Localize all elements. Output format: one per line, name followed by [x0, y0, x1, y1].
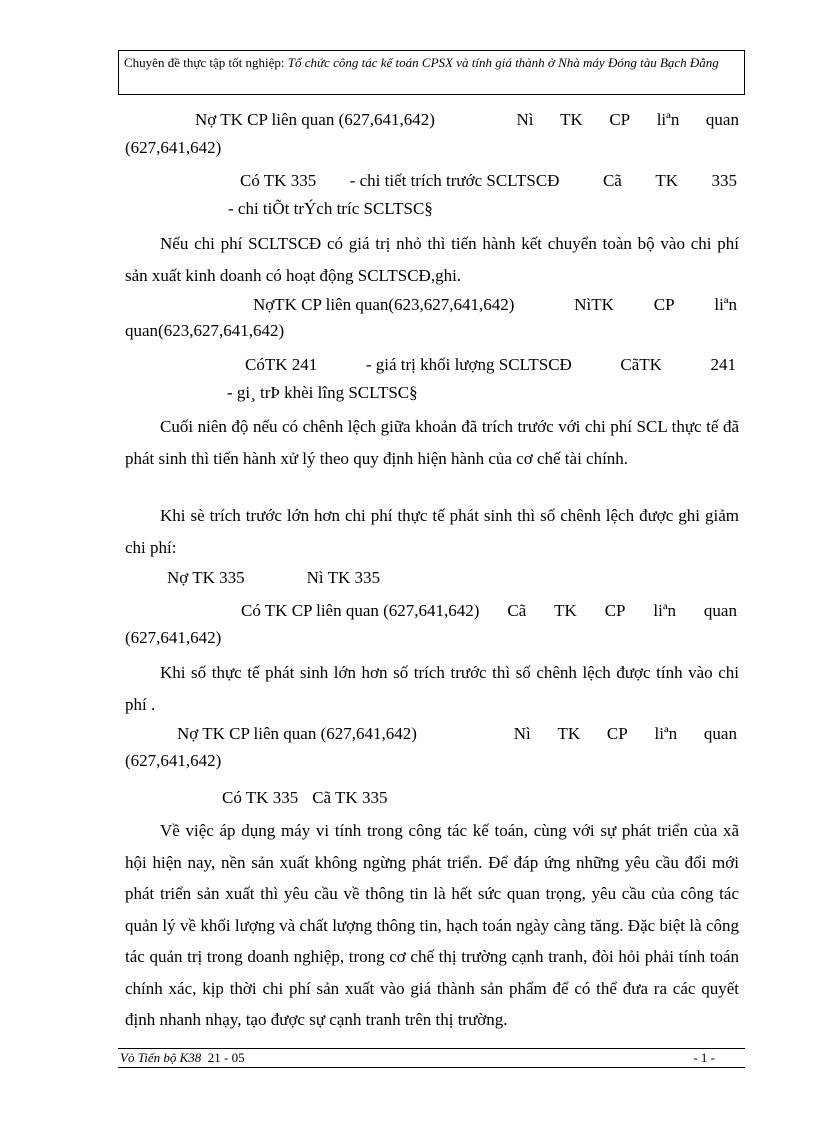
account-list: (627,641,642): [125, 138, 222, 157]
debit-text: Nợ TK CP liên quan (627,641,642): [177, 724, 417, 743]
entry-credit-line: [240, 170, 737, 192]
garbled-text: TK: [560, 110, 583, 129]
entry-debit-line: [195, 109, 739, 131]
credit-text: Có TK CP liên quan (627,641,642): [241, 601, 480, 620]
entry-debit-line: [167, 567, 380, 589]
paragraph: Khi số thực tế phát sinh lớn hơn số trích trước thì số chênh lệch được tính vào chi phí .: [125, 663, 739, 714]
entry-credit-line: [245, 354, 736, 376]
garbled-text: CãTK: [620, 355, 662, 374]
paragraph: Cuối niên độ nếu có chênh lệch giữa khoản đã trích trước với chi phí SCL thực tế đã phát sinh thì tiến hành xử lý theo quy định hiện hành của cơ chế tài chính.: [125, 417, 739, 468]
garbled-text: TK: [557, 724, 581, 743]
garbled-text: CP: [653, 295, 675, 314]
entry-debit-line: [253, 294, 737, 316]
garbled-text: Nì: [513, 724, 531, 743]
garbled-text: liªn: [654, 724, 678, 743]
page-number: - 1 -: [693, 1050, 715, 1065]
header-prefix: Chuyên đề thực tập tốt nghiệp:: [124, 55, 288, 70]
garbled-text: Cã: [602, 171, 622, 190]
account-list: (627,641,642): [125, 751, 222, 770]
garbled-line: - chi tiÕt trÝch tríc SCLTSC§: [228, 199, 433, 218]
garbled-text: liªn: [656, 110, 680, 129]
garbled-text: quan: [703, 724, 737, 743]
credit-account: CóTK 241: [245, 355, 318, 374]
garbled-text: TK: [655, 171, 678, 190]
credit-account: Có TK 335: [240, 171, 317, 190]
garbled-text: quan: [705, 110, 739, 129]
garbled-text: liªn: [714, 295, 737, 314]
credit-detail: - chi tiết trích trước SCLTSCĐ: [349, 171, 560, 190]
garbled-text: liªn: [653, 601, 677, 620]
entry-credit-line: [222, 787, 387, 809]
credit-account: Có TK 335: [222, 788, 299, 807]
garbled-text: CP: [604, 601, 626, 620]
credit-detail: - giá trị khối lượng SCLTSCĐ: [365, 355, 572, 374]
garbled-text: NìTK: [574, 295, 614, 314]
garbled-text: Nì TK 335: [306, 568, 380, 587]
account-list: (627,641,642): [125, 628, 222, 647]
garbled-line: - gi¸ trÞ khèi lîng SCLTSC§: [227, 383, 418, 402]
debit-text: Nợ TK 335: [167, 568, 245, 587]
page-header: [118, 50, 745, 95]
entry-credit-line: [241, 600, 737, 622]
garbled-text: CP: [606, 724, 628, 743]
header-title: Tổ chức công tác kế toán CPSX và tính giá thành ở Nhà máy Đóng tàu Bạch Đằng: [287, 55, 719, 70]
garbled-text: 241: [710, 355, 736, 374]
paragraph: Khi sè trích trước lớn hơn chi phí thực tế phát sinh thì số chênh lệch được ghi giảm chi phí:: [125, 506, 739, 557]
debit-text: NợTK CP liên quan(623,627,641,642): [253, 295, 515, 314]
garbled-text: quan: [703, 601, 737, 620]
garbled-text: Cã TK 335: [312, 788, 388, 807]
garbled-text: TK: [554, 601, 577, 620]
paragraph: Nếu chi phí SCLTSCĐ có giá trị nhỏ thì tiến hành kết chuyển toàn bộ vào chi phí sản xuất kinh doanh có hoạt động SCLTSCĐ,ghi.: [125, 234, 739, 285]
garbled-text: 335: [711, 171, 737, 190]
garbled-text: Cã: [507, 601, 527, 620]
debit-text: Nợ TK CP liên quan (627,641,642): [195, 110, 435, 129]
footer-author: Vò Tiến bộ K38 21 - 05: [120, 1050, 245, 1065]
page-footer: [118, 1048, 745, 1068]
garbled-text: CP: [609, 110, 631, 129]
paragraph: Về việc áp dụng máy vi tính trong công tác kế toán, cùng với sự phát triển của xã hội hiện nay, nền sản xuất không ngừng phát triển. Để đáp ứng những yêu cầu đổi mới phát triển sản xuất thì yêu cầu về thông tin là hết sức quan trọng, yêu cầu của công tác quản lý về khối lượng và chất lượng thông tin, hạch toán ngày càng tăng. Đặc biệt là công tác quản trị trong doanh nghiệp, trong cơ chế thị trường cạnh tranh, đòi hỏi phải tính toán chính xác, kịp thời chi phí sản xuất vào giá thành sản phẩm để có thể đưa ra các quyết định nhanh nhạy, tạo được sự cạnh tranh trên thị trường.: [125, 821, 739, 1029]
garbled-text: Nì: [516, 110, 534, 129]
account-list: quan(623,627,641,642): [125, 321, 285, 340]
entry-debit-line: [177, 723, 737, 745]
